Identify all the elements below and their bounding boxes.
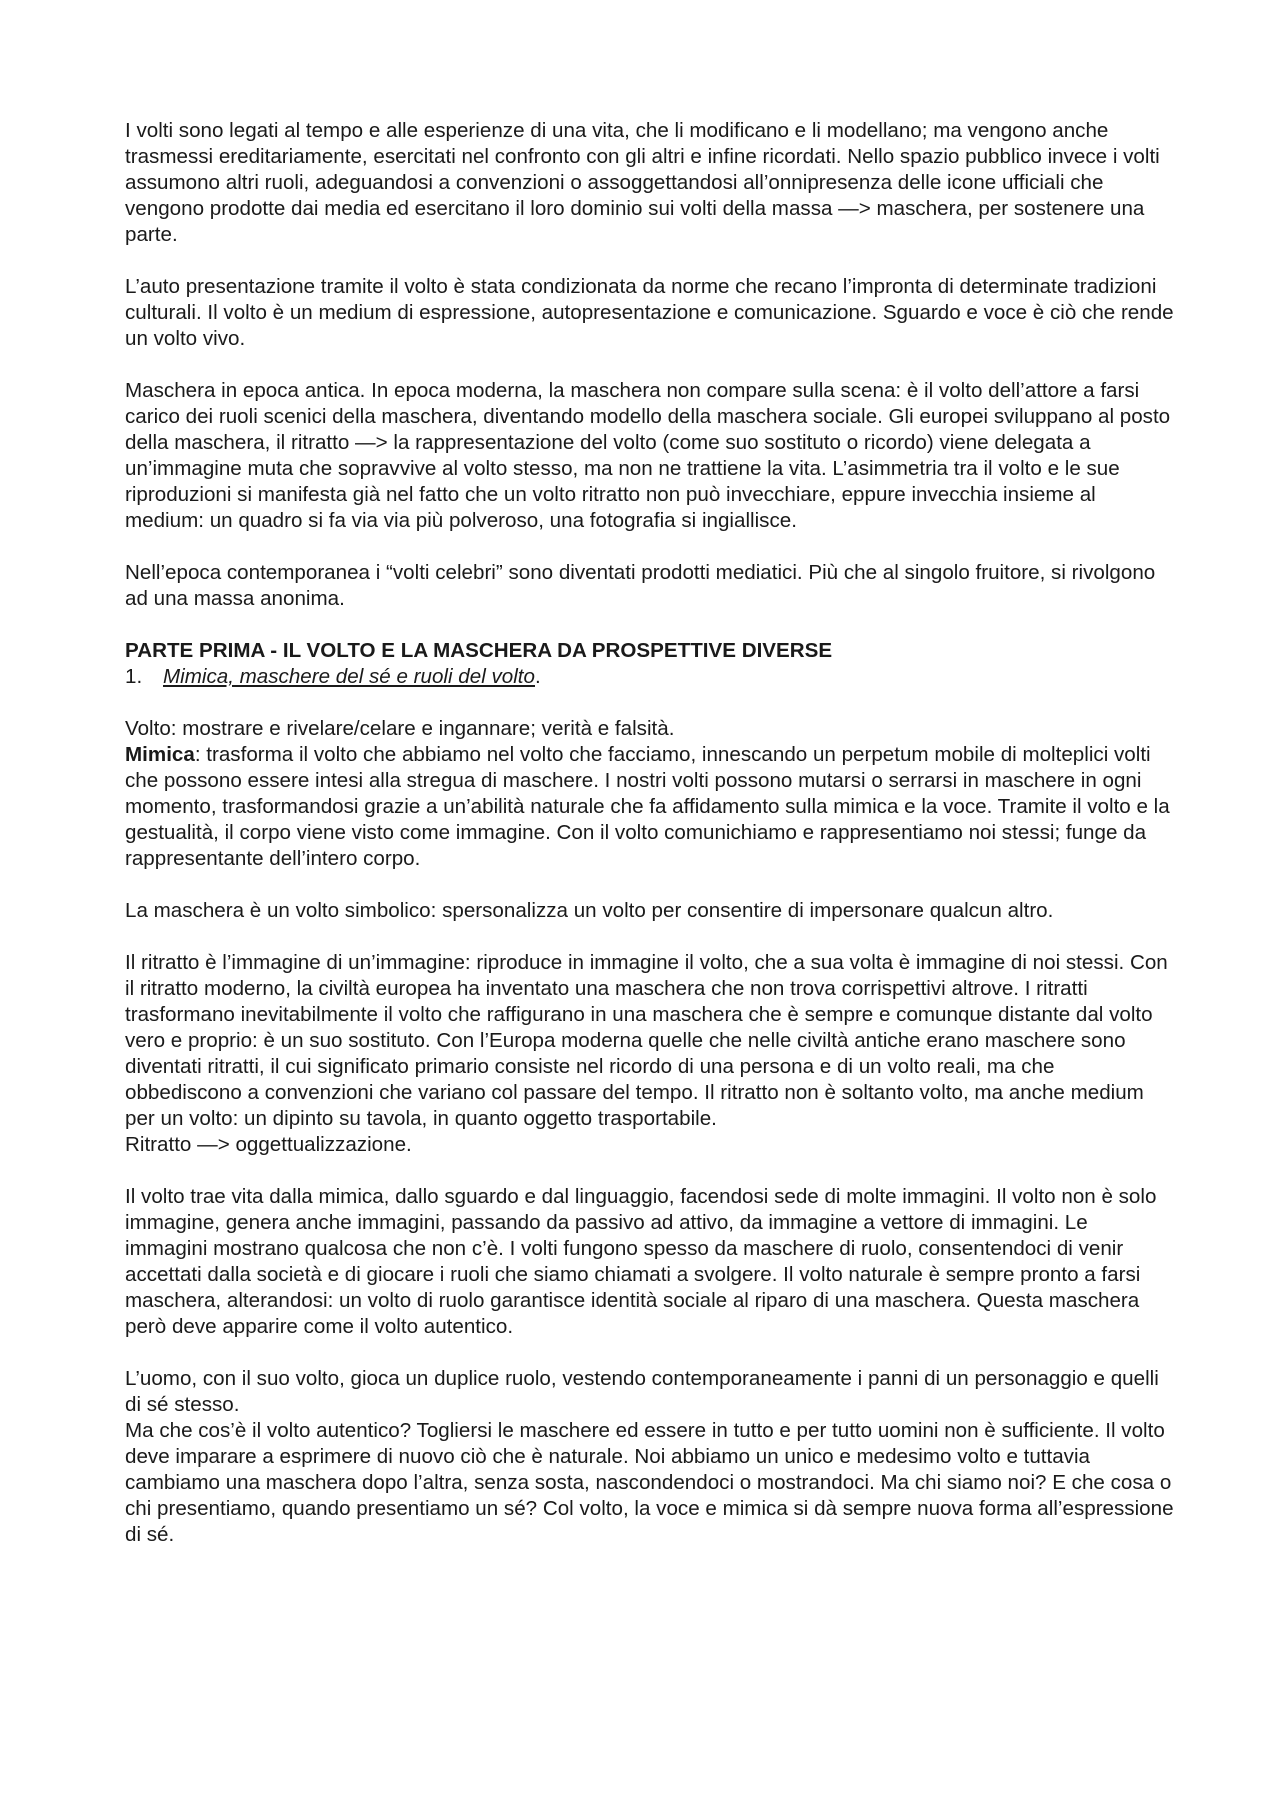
paragraph-intro: I volti sono legati al tempo e alle esperienze di una vita, che li modificano e li modellano; ma vengono anche trasmessi ereditariamente, esercitati nel confronto con gli altri e infine ricordati. Nello spazio pubblico invece i volti assumono altri ruoli, adeguandosi a convenzioni o assoggettandosi all’onnipresenza delle icone ufficiali che vengono prodotte dai media ed esercitano il loro dominio sui volti della massa —> maschera, per sostenere una parte. xyxy=(125,119,1160,246)
list-item-text xyxy=(163,664,541,690)
section-list-item xyxy=(125,664,1175,690)
paragraph-portrait-objectification: Ritratto —> oggettualizzazione. xyxy=(125,1133,412,1156)
paragraph-mask-history: Maschera in epoca antica. In epoca moderna, la maschera non compare sulla scena: è il volto dell’attore a farsi carico dei ruoli scenici della maschera, diventando modello della maschera sociale. Gli europei sviluppano al posto della maschera, il ritratto —> la rappresentazione del volto (come suo sostituto o ricordo) viene delegata a un’immagine muta che sopravvive al volto stesso, ma non ne trattiene la vita. L’asimmetria tra il volto e le sue riproduzioni si manifesta già nel fatto che un volto ritratto non può invecchiare, eppure invecchia insieme al medium: un quadro si fa via via più polveroso, una fotografia si ingiallisce. xyxy=(125,379,1171,532)
mimica-label: Mimica xyxy=(125,743,195,766)
paragraph-authentic-face: Ma che cos’è il volto autentico? Togliersi le maschere ed essere in tutto e per tutto uomini non è sufficiente. Il volto deve imparare a esprimere di nuovo ciò che è naturale. Noi abbiamo un unico e medesimo volto e tuttavia cambiamo una maschera dopo l’altra, senza sosta, nascondendoci o mostrandoci. Ma chi siamo noi? E che cosa o chi presentiamo, quando presentiamo un sé? Col volto, la voce e mimica si dà sempre nuova forma all’espressione di sé. xyxy=(125,1419,1174,1546)
paragraph-dual-role: L’uomo, con il suo volto, gioca un duplice ruolo, vestendo contemporaneamente i panni di un personaggio e quelli di sé stesso. xyxy=(125,1367,1159,1416)
paragraph-volto-definition: Volto: mostrare e rivelare/celare e ingannare; verità e falsità. xyxy=(125,717,675,740)
paragraph-face-life: Il volto trae vita dalla mimica, dallo sguardo e dal linguaggio, facendosi sede di molte immagini. Il volto non è solo immagine, genera anche immagini, passando da passivo ad attivo, da immagine a vettore di immagini. Le immagini mostrano qualcosa che non c’è. I volti fungono spesso da maschere di ruolo, consentendoci di venir accettati dalla società e di giocare i ruoli che siamo chiamati a svolgere. Il volto naturale è sempre pronto a farsi maschera, alterandosi: un volto di ruolo garantisce identità sociale al riparo di una maschera. Questa maschera però deve apparire come il volto autentico. xyxy=(125,1185,1157,1338)
list-number: 1. xyxy=(125,665,143,688)
list-item-suffix: . xyxy=(535,665,541,688)
paragraph-portrait: Il ritratto è l’immagine di un’immagine: riproduce in immagine il volto, che a sua volta è immagine di noi stessi. Con il ritratto moderno, la civiltà europea ha inventato una maschera che non trova corrispettivi altrove. I ritratti trasformano inevitabilmente il volto che raffigurano in una maschera che è sempre e comunque distante dal volto vero e proprio: è un suo sostituto. Con l’Europa moderna quelle che nelle civiltà antiche erano maschere sono diventati ritratti, il cui significato primario consiste nel ricordo di una persona e di un volto reali, ma che obbediscono a convenzioni che variano col passare del tempo. Il ritratto non è soltanto volto, ma anche medium per un volto: un dipinto su tavola, in quanto oggetto trasportabile. xyxy=(125,951,1168,1130)
document-page xyxy=(125,118,1175,1574)
paragraph-contemporary: Nell’epoca contemporanea i “volti celebri” sono diventati prodotti mediatici. Più che al singolo fruitore, si rivolgono ad una massa anonima. xyxy=(125,561,1156,610)
mimica-text: : trasforma il volto che abbiamo nel volto che facciamo, innescando un perpetum mobile di molteplici volti che possono essere intesi alla stregua di maschere. I nostri volti possono mutarsi o serrarsi in maschere in ogni momento, trasformandosi grazie a un’abilità naturale che fa affidamento sulla mimica e la voce. Tramite il volto e la gestualità, il corpo viene visto come immagine. Con il volto comunichiamo e rappresentiamo noi stessi; funge da rappresentante dell’intero corpo. xyxy=(125,743,1170,870)
paragraph-self-presentation: L’auto presentazione tramite il volto è stata condizionata da norme che recano l’impronta di determinate tradizioni culturali. Il volto è un medium di espressione, autopresentazione e comunicazione. Sguardo e voce è ciò che rende un volto vivo. xyxy=(125,275,1174,350)
paragraph-mimica xyxy=(125,742,1175,872)
section-heading: PARTE PRIMA - IL VOLTO E LA MASCHERA DA PROSPETTIVE DIVERSE xyxy=(125,639,833,662)
list-item-title: Mimica, maschere del sé e ruoli del volto xyxy=(163,665,535,688)
paragraph-mask-symbolic: La maschera è un volto simbolico: spersonalizza un volto per consentire di impersonare qualcun altro. xyxy=(125,899,1054,922)
